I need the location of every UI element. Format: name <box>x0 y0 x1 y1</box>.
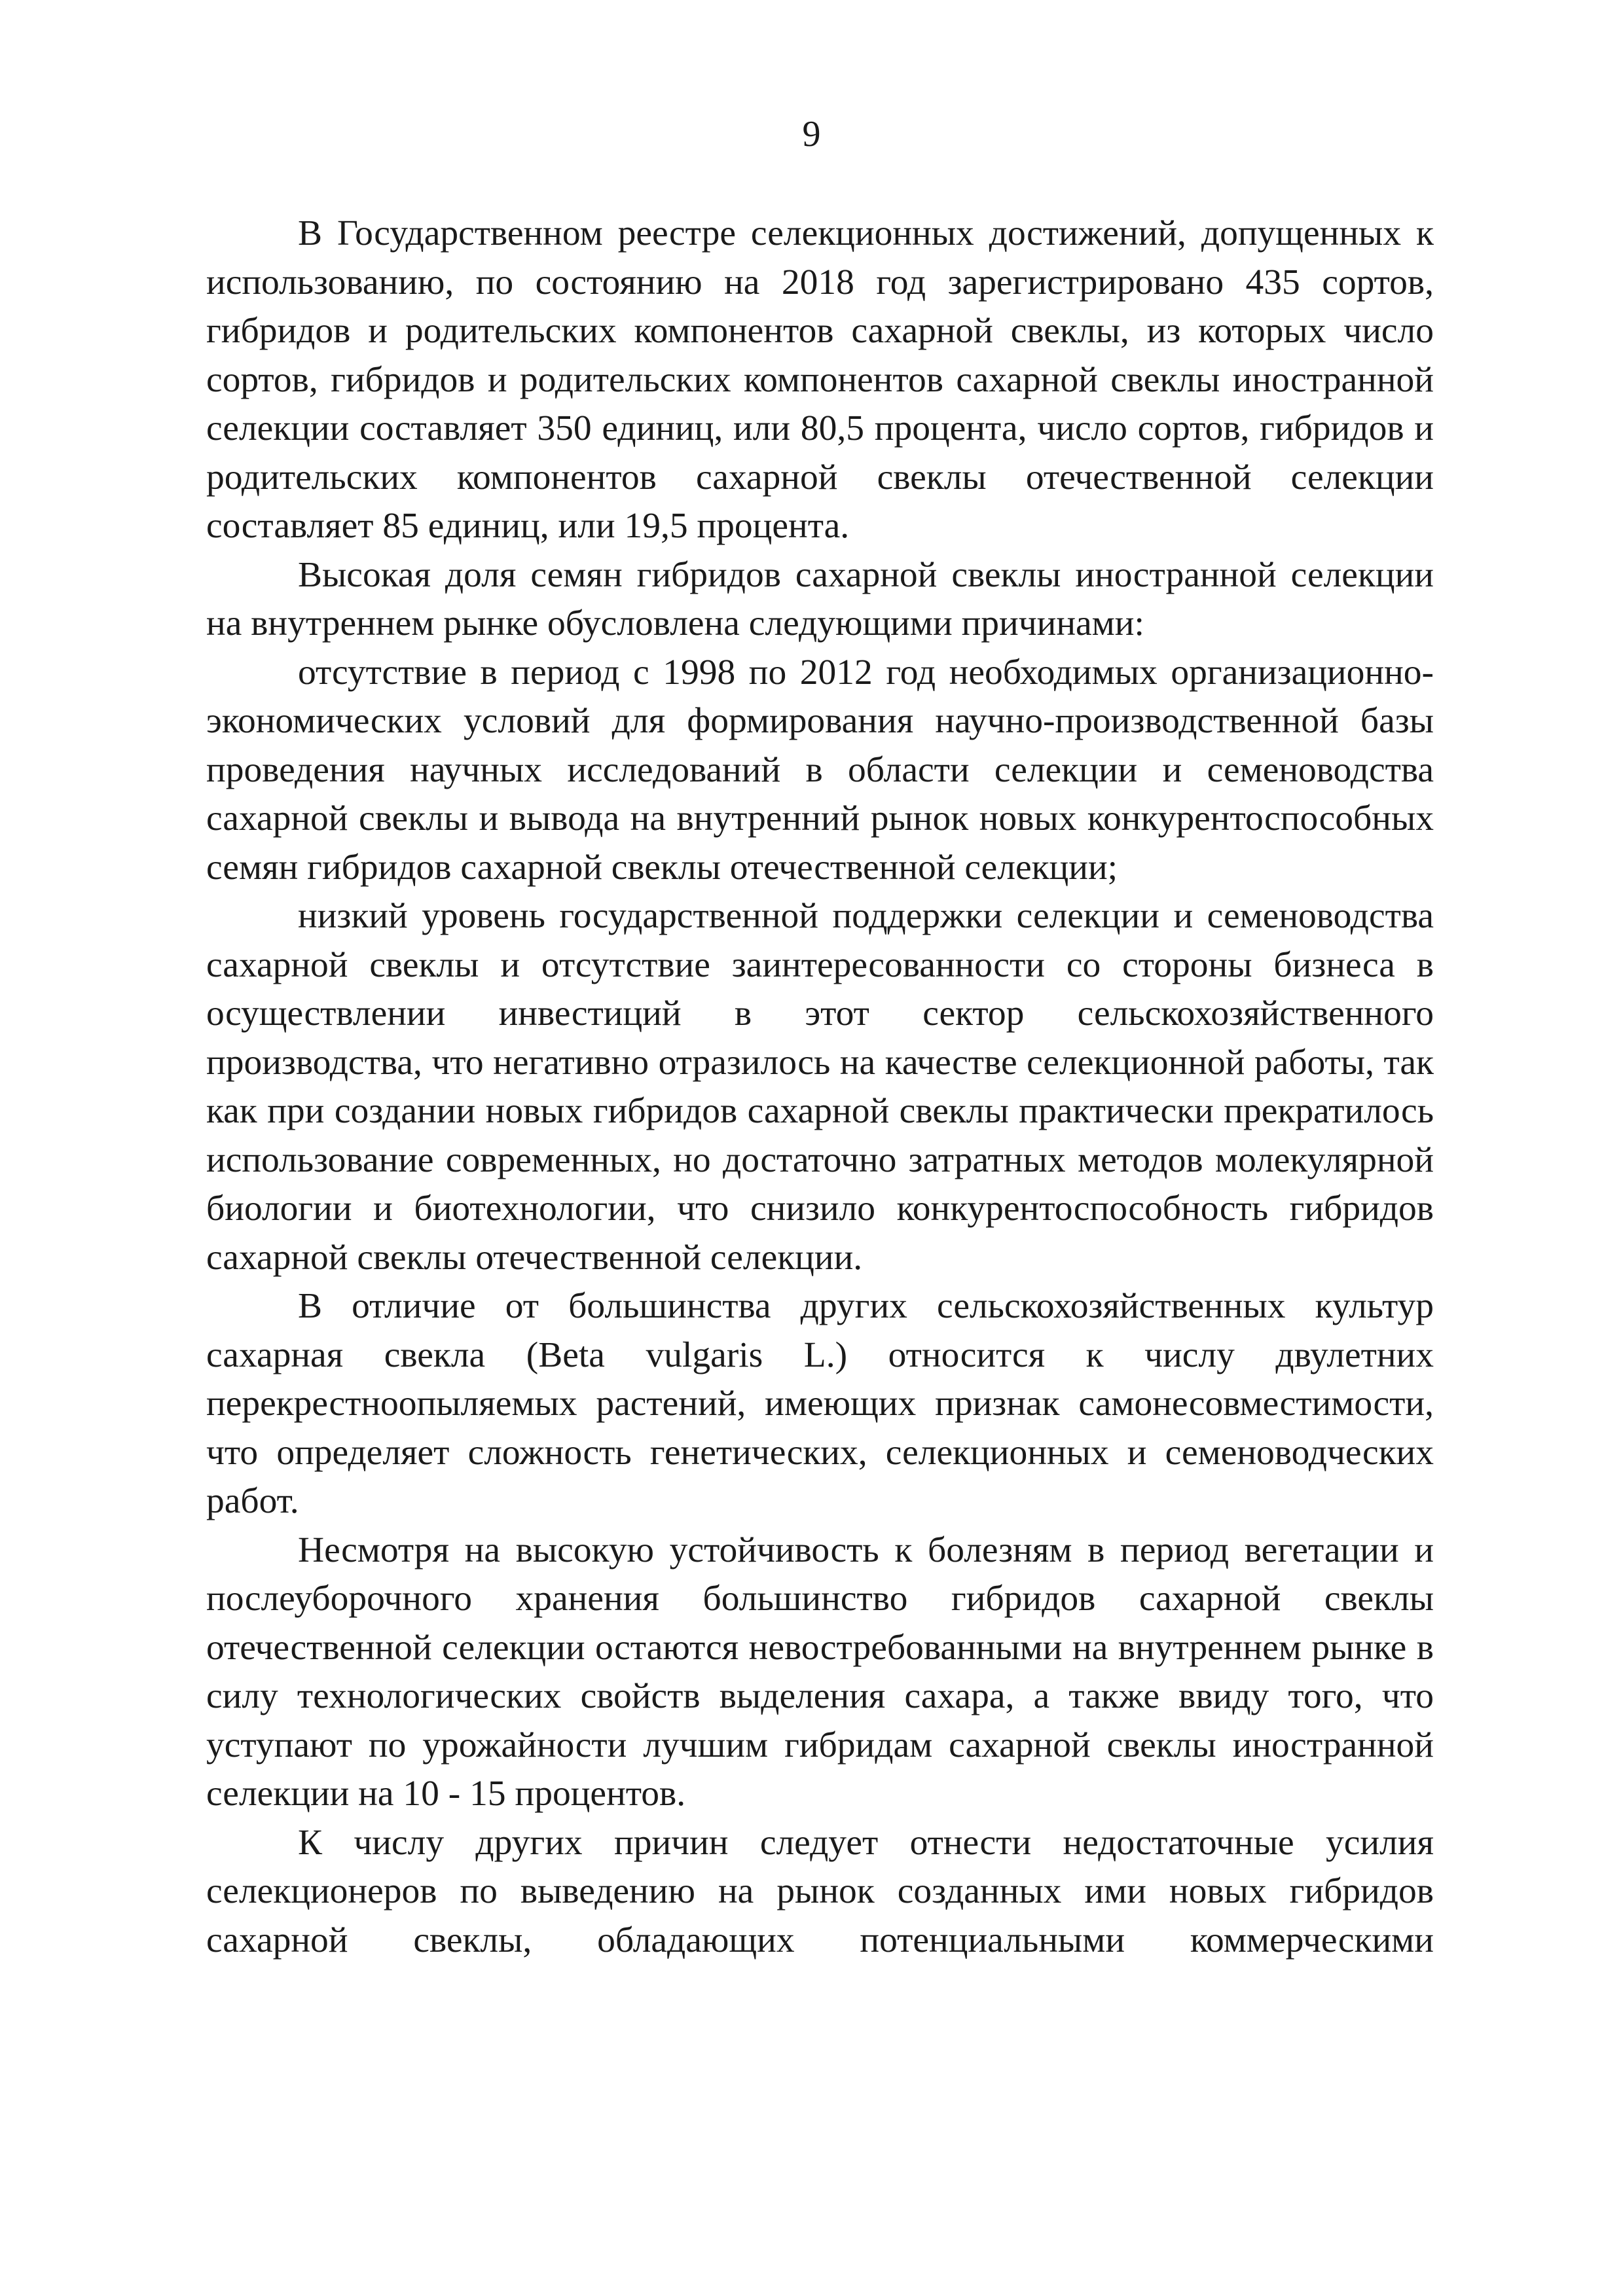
paragraph-reason-conditions: отсутствие в период с 1998 по 2012 год необходимых организационно-экономических условий для формирования научно-производственной базы проведения научных исследований в области селекции и семеноводства сахарной свеклы и вывода на внутренний рынок новых конкурентоспособных семян гибридов сахарной свеклы отечественной селекции; <box>206 652 1434 888</box>
paragraph-demand: Несмотря на высокую устойчивость к болезням в период вегетации и послеуборочного хранения большинство гибридов сахарной свеклы отечественной селекции остаются невостребованными на внутреннем рынке в силу технологических свойств выделения сахара, а также ввиду того, что уступают по урожайности лучшим гибридам сахарной свеклы иностранной селекции на 10 - 15 процентов. <box>206 1530 1434 1814</box>
document-body <box>206 209 1434 1965</box>
paragraph-reason-support: низкий уровень государственной поддержки селекции и семеноводства сахарной свеклы и отсутствие заинтересованности со стороны бизнеса в осуществлении инвестиций в этот сектор сельскохозяйственного производства, что негативно отразилось на качестве селекционной работы, так как при создании новых гибридов сахарной свеклы практически прекратилось использование современных, но достаточно затратных методов молекулярной биологии и биотехнологии, что снизило конкурентоспособность гибридов сахарной свеклы отечественной селекции. <box>206 896 1434 1278</box>
paragraph-biology: В отличие от большинства других сельскохозяйственных культур сахарная свекла (Beta vulgaris L.) относится к числу двулетних перекрестноопыляемых растений, имеющих признак самонесовместимости, что определяет сложность генетических, селекционных и семеноводческих работ. <box>206 1286 1434 1521</box>
paragraph-other-causes: К числу других причин следует отнести недостаточные усилия селекционеров по выведению на рынок созданных ими новых гибридов сахарной свеклы, обладающих потенциальными коммерческими <box>206 1822 1434 1960</box>
paragraph-reasons-intro: Высокая доля семян гибридов сахарной свеклы иностранной селекции на внутреннем рынке обусловлена следующими причинами: <box>206 554 1434 643</box>
paragraph-registry: В Государственном реестре селекционных достижений, допущенных к использованию, по состоянию на 2018 год зарегистрировано 435 сортов, гибридов и родительских компонентов сахарной свеклы, из которых число сортов, гибридов и родительских компонентов сахарной свеклы иностранной селекции составляет 350 единиц, или 80,5 процента, число сортов, гибридов и родительских компонентов сахарной свеклы отечественной селекции составляет 85 единиц, или 19,5 процента. <box>206 213 1434 546</box>
page-number: 9 <box>802 114 821 154</box>
